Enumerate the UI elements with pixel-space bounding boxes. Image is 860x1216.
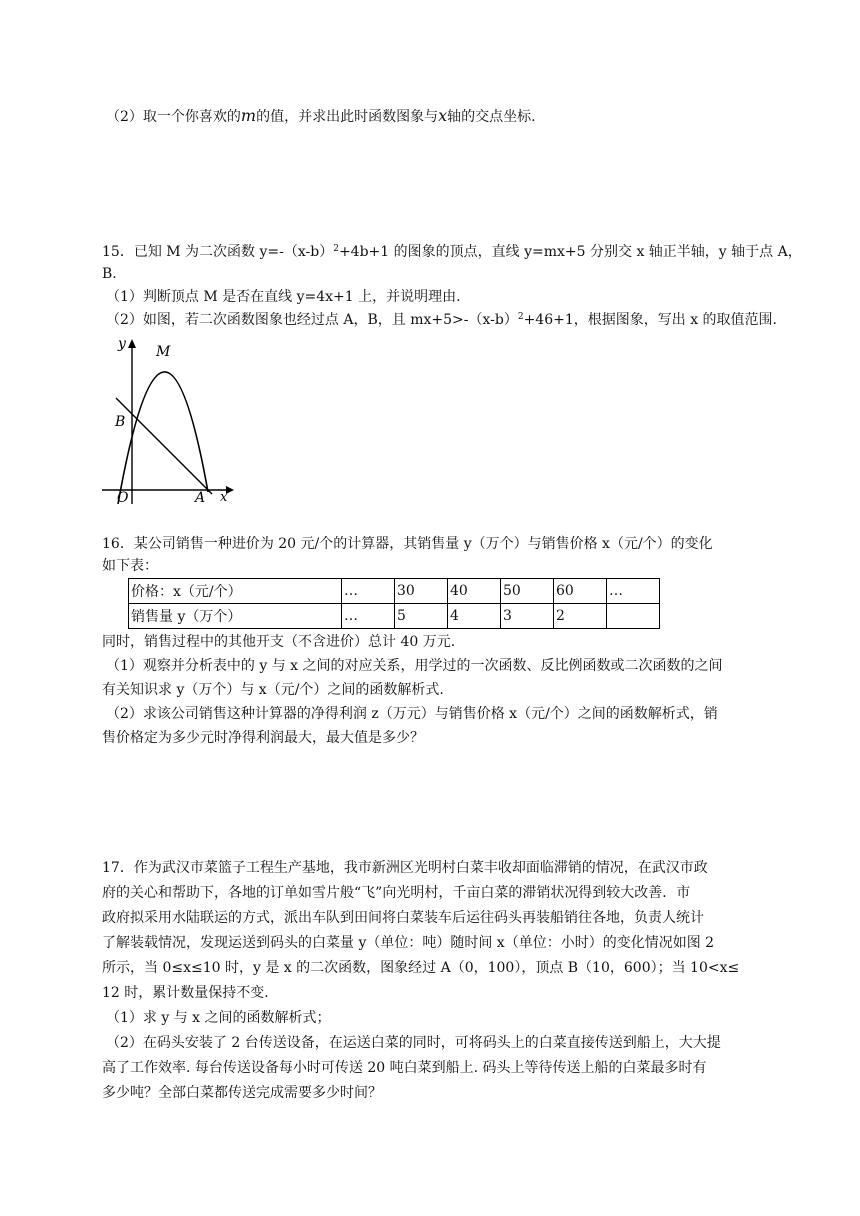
graph-label-y: y xyxy=(118,336,126,352)
q15-parabola-graph xyxy=(98,334,238,504)
table-cell: 40 xyxy=(448,579,501,604)
q17-line6: 12 时，累计数量保持不变. xyxy=(102,985,269,1001)
q17-line4: 了解装载情况，发现运送到码头的白菜量 y（单位：吨）随时间 x（单位：小时）的变化情况如图 2 xyxy=(102,935,715,951)
graph-label-o: O xyxy=(117,490,129,504)
q16-sales-table xyxy=(128,578,660,629)
q15-exponent-2: 2 xyxy=(517,312,524,322)
table-cell: … xyxy=(342,579,395,604)
q17-part2-line1: （2）在码头安装了 2 台传送设备，在运送白菜的同时，可将码头上的白菜直接传送到船上，大大提 xyxy=(106,1035,721,1051)
q16-part2-line1: （2）求该公司销售这种计算器的净得利润 z（万元）与销售价格 x（元/个）之间的函数解析式，销 xyxy=(106,706,718,722)
q16-line3: 同时，销售过程中的其他开支（不含进价）总计 40 万元. xyxy=(102,634,456,650)
table-cell: 价格：x（元/个） xyxy=(129,579,342,604)
q16-line2: 如下表： xyxy=(102,558,158,574)
graph-label-m: M xyxy=(156,344,171,360)
q15-line1 xyxy=(102,242,802,262)
q17-part2-line3: 多少吨？全部白菜都传送完成需要多少时间？ xyxy=(102,1085,382,1101)
q15-line1-text-a: 15．已知 M 为二次函数 y=-（x-b） xyxy=(102,244,334,260)
table-row xyxy=(129,579,660,604)
table-cell: 3 xyxy=(501,604,554,629)
table-cell: 销售量 y（万个） xyxy=(129,604,342,629)
q16-line1: 16．某公司销售一种进价为 20 元/个的计算器，其销售量 y（万个）与销售价格 x（元/个）的变化 xyxy=(102,536,713,552)
q14-var-x: x xyxy=(438,106,448,125)
graph-label-a: A xyxy=(195,490,206,504)
q15-line1-text-b: +4b+1 的图象的顶点，直线 y=mx+5 分别交 x 轴正半轴，y 轴于点 A， xyxy=(338,244,802,260)
q17-line1: 17．作为武汉市菜篮子工程生产基地，我市新洲区光明村白菜丰收却面临滞销的情况，在武汉市政 xyxy=(102,860,708,876)
q15-part2-text-a: （2）如图，若二次函数图象也经过点 A，B，且 mx+5>-（x-b） xyxy=(106,312,518,328)
table-cell: 60 xyxy=(554,579,607,604)
q15-part1: （1）判断顶点 M 是否在直线 y=4x+1 上，并说明理由. xyxy=(106,289,461,305)
table-cell: … xyxy=(607,579,660,604)
table-cell: 5 xyxy=(395,604,448,629)
q14-part2-text-b: 的值，并求出此时函数图象与 xyxy=(256,109,439,125)
table-cell: 4 xyxy=(448,604,501,629)
table-cell: 2 xyxy=(554,604,607,629)
q17-line5: 所示，当 0≤x≤10 时，y 是 x 的二次函数，图象经过 A（0，100），顶点 B（10，600）；当 10<x≤ xyxy=(102,960,740,976)
q16-part1-line2: 有关知识求 y（万个）与 x（元/个）之间的函数解析式. xyxy=(102,682,444,698)
q16-part1-line1: （1）观察并分析表中的 y 与 x 之间的对应关系，用学过的一次函数、反比例函数或二次函数的之间 xyxy=(106,658,723,674)
table-row xyxy=(129,604,660,629)
q15-exponent-1: 2 xyxy=(333,244,339,254)
q14-part2-text-a: （2）取一个你喜欢的 xyxy=(106,109,241,125)
q17-part2-line2: 高了工作效率. 每台传送设备每小时可传送 20 吨白菜到船上. 码头上等待传送上船的白菜最多时有 xyxy=(102,1060,707,1076)
q15-part2 xyxy=(106,310,777,330)
q17-line3: 政府拟采用水陆联运的方式，派出车队到田间将白菜装车后运往码头再装船销往各地，负责人统计 xyxy=(102,910,704,926)
table-cell: … xyxy=(342,604,395,629)
q15-part2-text-b: +46+1，根据图象，写出 x 的取值范围. xyxy=(523,312,777,328)
graph-label-x: x xyxy=(220,490,228,504)
q14-part2-text-c: 轴的交点坐标. xyxy=(447,109,536,125)
table-cell: 30 xyxy=(395,579,448,604)
q14-part2 xyxy=(106,106,536,127)
q17-part1: （1）求 y 与 x 之间的函数解析式； xyxy=(106,1010,331,1026)
q16-part2-line2: 售价格定为多少元时净得利润最大，最大值是多少？ xyxy=(102,730,424,746)
y-axis-arrow-icon xyxy=(128,339,136,348)
table-cell: 50 xyxy=(501,579,554,604)
q15-line2: B. xyxy=(102,266,117,282)
q17-line2: 府的关心和帮助下，各地的订单如雪片般“飞”向光明村，千亩白菜的滞销状况得到较大改善．市 xyxy=(102,885,691,901)
q14-var-m: m xyxy=(240,106,257,125)
table-cell xyxy=(607,604,660,629)
graph-label-b: B xyxy=(115,414,126,430)
